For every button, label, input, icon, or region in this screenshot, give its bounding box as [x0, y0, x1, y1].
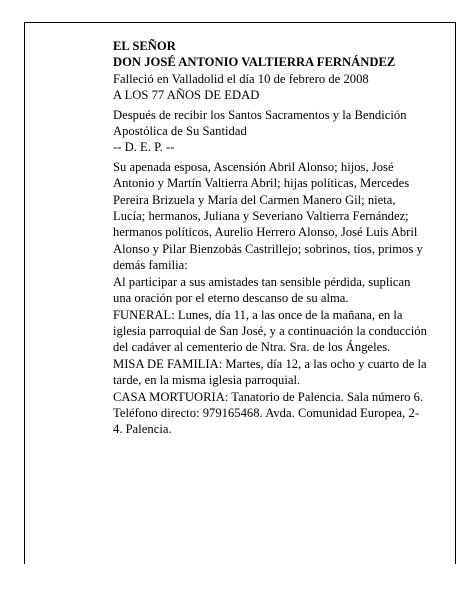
request-paragraph: Al participar a sus amistades tan sensible pérdida, suplican una oración por el eterno descanso de su alma. — [113, 274, 411, 306]
funeral-paragraph: FUNERAL: Lunes, día 11, a las once de la mañana, en la iglesia parroquial de San José, y a continuación la conducción del cadáver al cementerio de Ntra. Sra. de los Ángeles. — [113, 307, 427, 355]
rip-line: -- D. E. P. -- — [113, 140, 175, 155]
obituary-text — [113, 38, 428, 438]
death-line: Falleció en Valladolid el día 10 de febrero de 2008 — [113, 71, 369, 86]
deceased-name: DON JOSÉ ANTONIO VALTIERRA FERNÁNDEZ — [113, 55, 396, 70]
sacraments-paragraph: Después de recibir los Santos Sacramentos y la Bendición Apostólica de Su Santidad — [113, 107, 407, 139]
mortuary-paragraph: CASA MORTUORIA: Tanatorio de Palencia. Sala número 6. Teléfono directo: 979165468. Avda. Comunidad Europea, 2-4. Palencia. — [113, 389, 424, 437]
mass-paragraph: MISA DE FAMILIA: Martes, día 12, a las ocho y cuarto de la tarde, en la misma iglesia parroquial. — [113, 356, 427, 388]
title-line: EL SEÑOR — [113, 39, 176, 53]
age-line: A LOS 77 AÑOS DE EDAD — [113, 88, 260, 103]
family-paragraph: Su apenada esposa, Ascensión Abril Alonso; hijos, José Antonio y Martín Valtierra Abril; hijas políticas, Mercedes Pereira Brizuela y María del Carmen Manero Gil; nieta, Lucía; hermanos, Juliana y Severiano Valtierra Fernández; hermanos políticos, Aurelio Herrero Alonso, José Luis Abril Alonso y Pilar Bienzobás Castrillejo; sobrinos, tíos, primos y demás familia: — [113, 159, 423, 273]
